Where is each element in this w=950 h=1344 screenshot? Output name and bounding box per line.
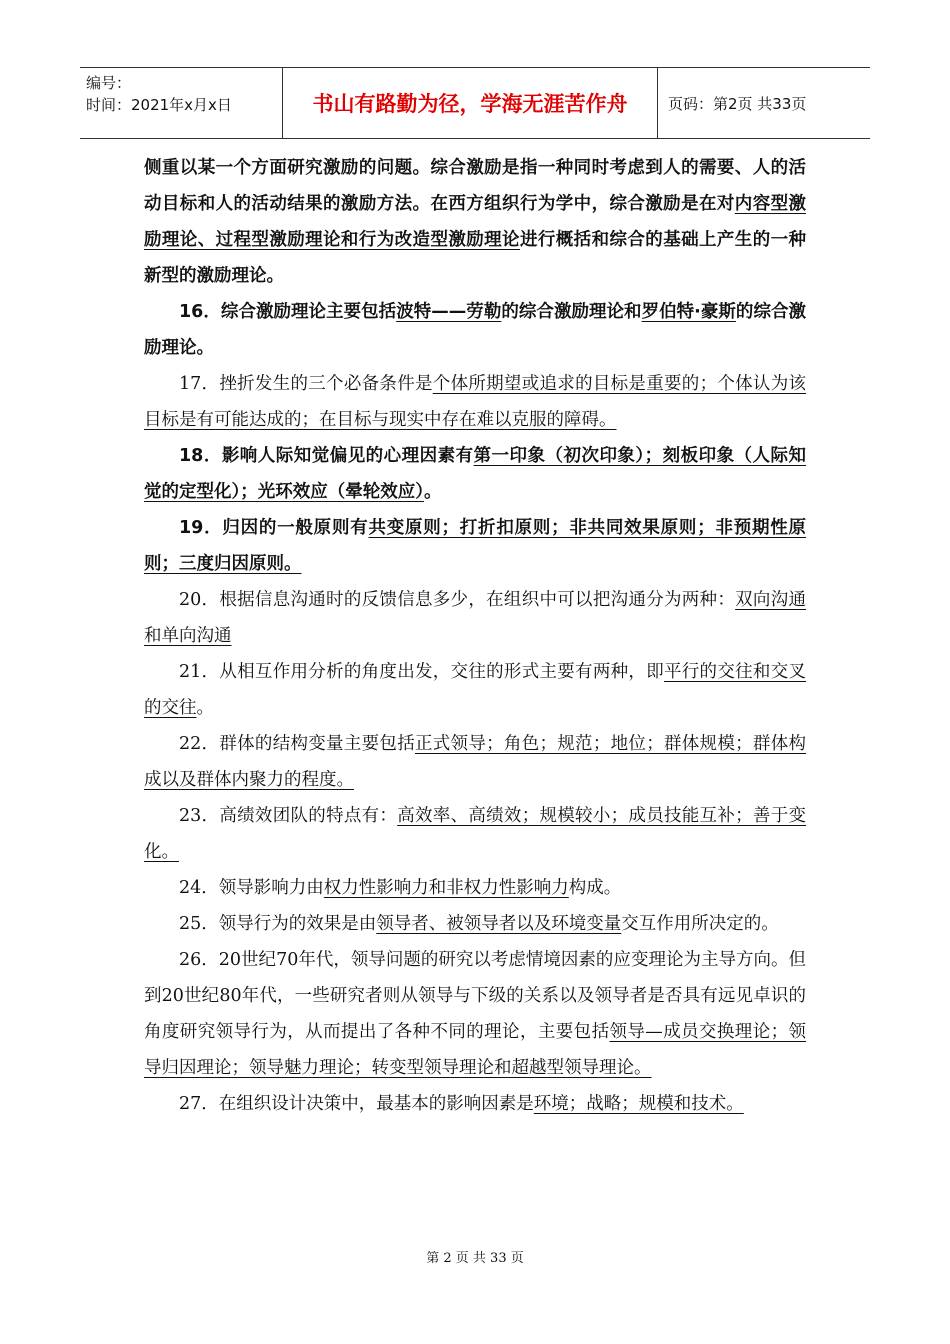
text-run: 构成。 bbox=[568, 878, 622, 898]
paragraph bbox=[144, 582, 806, 654]
page-footer: 第 2 页 共 33 页 bbox=[426, 1251, 524, 1266]
paragraph bbox=[144, 510, 806, 582]
text-run: 16．综合激励理论主要包括 bbox=[179, 302, 397, 322]
paragraph bbox=[144, 294, 806, 366]
underlined-answer: 权力性影响力和非权力性影响力 bbox=[323, 878, 569, 898]
paragraph bbox=[144, 366, 806, 438]
paragraph bbox=[144, 654, 806, 726]
paragraph bbox=[144, 438, 806, 510]
text-run: 27．在组织设计决策中，最基本的影响因素是 bbox=[179, 1094, 534, 1114]
paragraph bbox=[144, 906, 806, 942]
header-meta bbox=[80, 68, 283, 138]
underlined-answer: 高效率、高绩效；规模较小；成员技能互补；善于变化。 bbox=[144, 806, 806, 862]
header-motto: 书山有路勤为径，学海无涯苦作舟 bbox=[283, 68, 658, 138]
page-header bbox=[80, 67, 870, 139]
header-page-info: 页码：第2页 共33页 bbox=[668, 94, 807, 113]
underlined-answer: 正式领导；角色；规范；地位；群体规模；群体构成以及群体内聚力的程度。 bbox=[144, 734, 806, 790]
text-run: 的综合激励理论和 bbox=[501, 302, 642, 322]
text-run: 18．影响人际知觉偏见的心理因素有 bbox=[179, 446, 474, 466]
text-run: 20．根据信息沟通时的反馈信息多少，在组织中可以把沟通分为两种： bbox=[179, 590, 736, 610]
text-run: 进行概括和综合的基础上产生的一种新型的激励理论。 bbox=[144, 230, 807, 286]
text-run: 22．群体的结构变量主要包括 bbox=[179, 734, 415, 754]
text-run: 17．挫折发生的三个必备条件是 bbox=[179, 374, 433, 394]
underlined-answer: 领导者、被领导者以及环境变量 bbox=[376, 914, 622, 934]
paragraph bbox=[144, 726, 806, 798]
underlined-answer: 领导—成员交换理论；领导归因理论；领导魅力理论；转变型领导理论和超越型领导理论。 bbox=[144, 1022, 807, 1078]
paragraph bbox=[144, 798, 806, 870]
paragraph bbox=[144, 1086, 806, 1122]
document-body bbox=[144, 150, 806, 1122]
paragraph bbox=[144, 870, 806, 906]
text-run: 23．高绩效团队的特点有： bbox=[179, 806, 398, 826]
underlined-answer: 内容型激励理论、过程型激励理论和行为改造型激励理论 bbox=[144, 194, 807, 250]
number-label: 编号： bbox=[86, 74, 132, 92]
text-run: 交互作用所决定的。 bbox=[621, 914, 779, 934]
paragraph bbox=[144, 942, 806, 1086]
text-run: 。 bbox=[424, 482, 442, 502]
text-run: 。 bbox=[196, 698, 214, 718]
underlined-answer: 罗伯特·豪斯 bbox=[641, 302, 736, 322]
underlined-answer: 环境；战略；规模和技术。 bbox=[533, 1094, 744, 1114]
underlined-answer: 平行的交往和交叉的交往 bbox=[144, 662, 806, 718]
text-run: 21．从相互作用分析的角度出发，交往的形式主要有两种，即 bbox=[179, 662, 664, 682]
text-run: 19．归因的一般原则有 bbox=[179, 518, 369, 538]
underlined-answer: 第一印象（初次印象）；刻板印象（人际知觉的定型化）；光环效应（晕轮效应） bbox=[144, 446, 807, 502]
underlined-answer: 波特——劳勒 bbox=[396, 302, 502, 322]
underlined-answer: 双向沟通和单向沟通 bbox=[144, 590, 806, 646]
time-label: 时间：2021年x月x日 bbox=[86, 96, 232, 114]
text-run: 24．领导影响力由 bbox=[179, 878, 324, 898]
text-run: 25．领导行为的效果是由 bbox=[179, 914, 377, 934]
underlined-answer: 共变原则；打折扣原则；非共同效果原则；非预期性原则；三度归因原则。 bbox=[144, 518, 807, 574]
text-run: 26．20世纪70年代，领导问题的研究以考虑情境因素的应变理论为主导方向。但到20世纪80年代，一些研究者则从领导与下级的关系以及领导者是否具有远见卓识的角度研究领导行为，从而提出了各种不同的理论，主要包括 bbox=[144, 950, 806, 1042]
underlined-answer: 个体所期望或追求的目标是重要的；个体认为该目标是有可能达成的；在目标与现实中存在难以克服的障碍。 bbox=[144, 374, 806, 430]
paragraph bbox=[144, 150, 806, 294]
text-run: 侧重以某一个方面研究激励的问题。综合激励是指一种同时考虑到人的需要、人的活动目标和人的活动结果的激励方法。在西方组织行为学中，综合激励是在对 bbox=[144, 158, 806, 214]
text-run: 的综合激励理论。 bbox=[144, 302, 807, 358]
